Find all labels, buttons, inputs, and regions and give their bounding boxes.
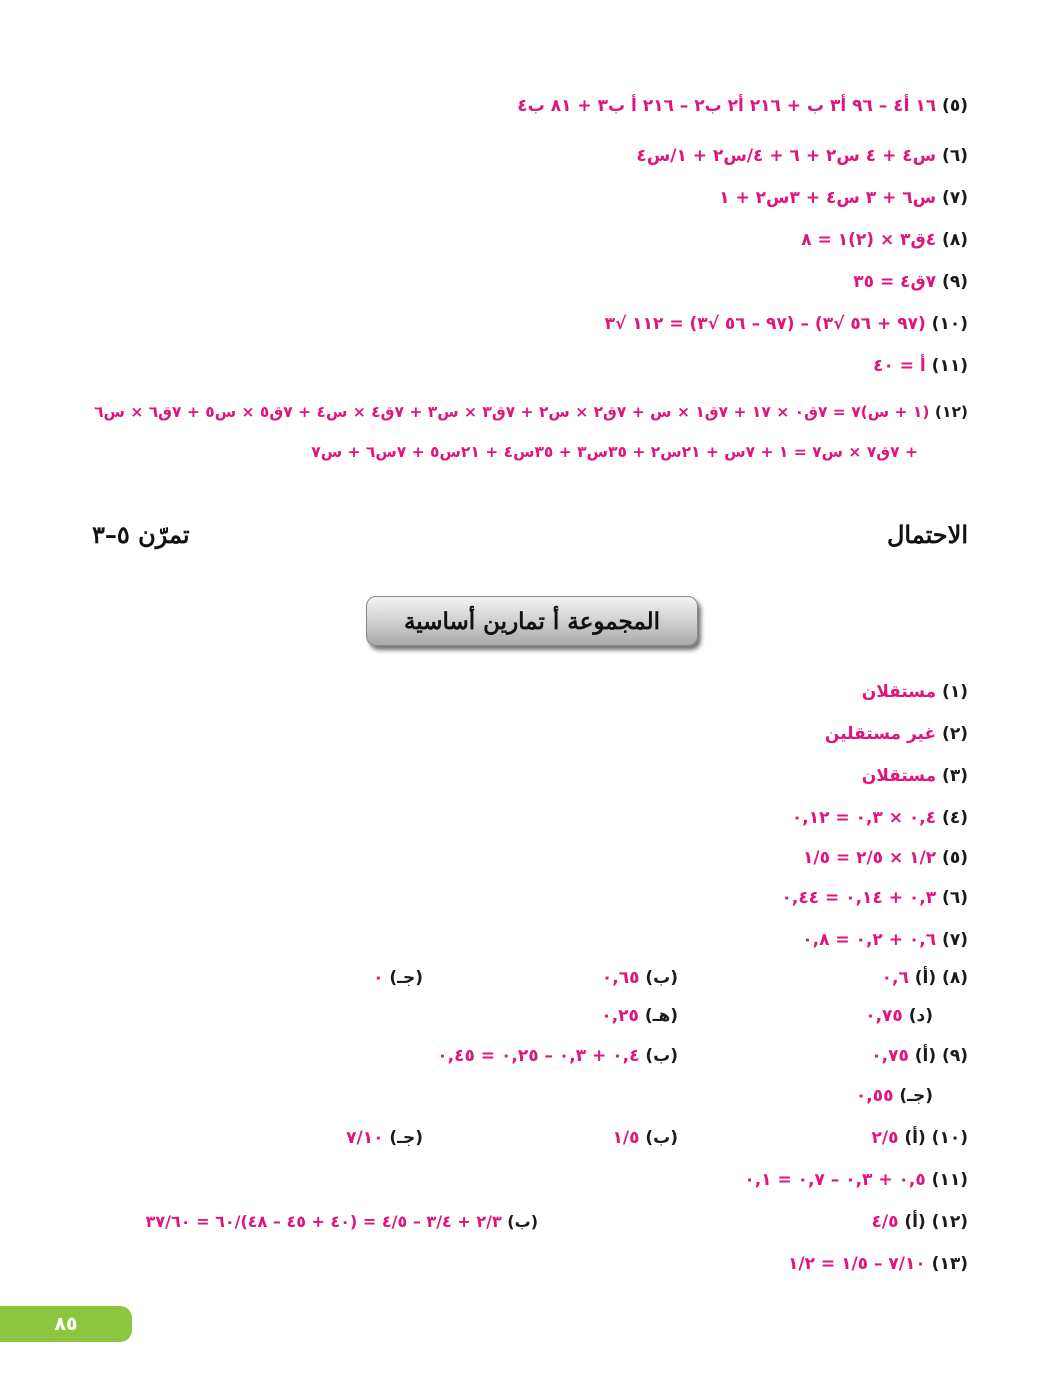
- page-number: [0, 1306, 132, 1342]
- item-number: (١٢): [934, 403, 968, 421]
- answer-text: ٧ق٤ = ٣٥: [853, 272, 937, 292]
- item-number: (٥): [942, 96, 968, 116]
- answer-6: [782, 886, 968, 910]
- answer-10a: [872, 1126, 969, 1150]
- item-number: (هـ): [644, 1006, 678, 1026]
- answer-text: ٧/١٠ – ١/٥ = ١/٢: [788, 1254, 926, 1274]
- answer-9-top: [853, 270, 968, 294]
- answer-text: ٠: [373, 968, 384, 988]
- answer-text: ٠,٦ + ٠,٢ = ٠,٨: [802, 930, 937, 950]
- answer-text: مستقلان: [861, 766, 937, 786]
- item-number: (ب): [645, 968, 678, 988]
- answer-text: ٤ق٣ × (٢)١ = ٨: [801, 230, 937, 250]
- answer-8e: [601, 1004, 678, 1028]
- answer-text: ٢/٥: [871, 1128, 899, 1148]
- answer-text: ٠,٧٥: [865, 1006, 903, 1026]
- answer-text: أ = ٤٠: [873, 356, 926, 376]
- item-number: (١٢) (أ): [904, 1212, 968, 1232]
- item-number: (٣): [942, 766, 968, 786]
- exercise-label: تمرّن ٥–٣: [92, 520, 190, 549]
- answer-5: [803, 846, 968, 870]
- answer-2: [825, 722, 968, 746]
- answer-9c: [856, 1084, 933, 1108]
- item-number: (٧): [942, 930, 968, 950]
- answer-5-top: [517, 94, 968, 118]
- answer-9a: [871, 1044, 968, 1068]
- item-number: (١١): [931, 356, 968, 376]
- answer-text: ٠,٧٥: [871, 1046, 909, 1066]
- item-number: (١٣): [931, 1254, 968, 1274]
- item-number: (٥): [942, 848, 968, 868]
- answer-text: ٠,٥ + ٠,٣ – ٠,٧ = ٠,١: [744, 1170, 926, 1190]
- answer-text: ٠,٣ + ٠,١٤ = ٠,٤٤: [781, 888, 937, 908]
- answer-text: مستقلان: [861, 682, 937, 702]
- item-number: (د): [908, 1006, 933, 1026]
- answer-9b: [437, 1044, 678, 1068]
- item-number: (٢): [942, 724, 968, 744]
- answer-8b: [602, 966, 678, 990]
- answer-12-continued: [311, 440, 918, 464]
- page-number-text: ٨٥: [54, 1313, 78, 1335]
- answer-10b: [612, 1126, 678, 1150]
- item-number: (١٠) (أ): [904, 1128, 968, 1148]
- item-number: (ب): [645, 1128, 678, 1148]
- answer-text: ٠,٦٥: [601, 968, 640, 988]
- answer-text: ١/٥: [612, 1128, 640, 1148]
- item-number: (٤): [942, 808, 968, 828]
- section-title: الاحتمال: [886, 520, 968, 549]
- answer-7-top: [719, 186, 968, 210]
- answer-text: ٤/٥: [871, 1212, 899, 1232]
- group-banner-text: المجموعة أ تمارين أساسية: [403, 607, 661, 635]
- answer-3: [862, 764, 968, 788]
- answer-text: ٠,٤ + ٠,٣ – ٠,٢٥ = ٠,٤٥: [437, 1046, 640, 1066]
- answer-12b: [146, 1210, 538, 1234]
- item-number: (٨) (أ): [914, 968, 968, 988]
- answer-8a: [882, 966, 968, 990]
- answer-text: ٠,٥٥: [855, 1086, 894, 1106]
- answer-13: [788, 1252, 968, 1276]
- answer-text: ٧/١٠: [346, 1128, 384, 1148]
- answer-text: ٠,٦: [881, 968, 909, 988]
- answer-text: (١ + س)٧ = ٧ق٠ × ١٧ + ٧ق١ × س + ٧ق٢ × س٢ + ٧ق٣ × س٣ + ٧ق٤ × س٤ + ٧ق٥ × س٥ + ٧ق٦ × س٦: [94, 403, 930, 421]
- answer-11: [744, 1168, 968, 1192]
- answer-text: (٩٧ + ٥٦ √٣) – (٩٧ – ٥٦ √٣) = ١١٢ √٣: [604, 314, 926, 334]
- item-number: (٨): [942, 230, 968, 250]
- group-banner: [366, 596, 698, 646]
- item-number: (٦): [942, 146, 968, 166]
- item-number: (جـ): [389, 968, 423, 988]
- answer-8-top: [801, 228, 968, 252]
- item-number: (٦): [942, 888, 968, 908]
- answer-8c: [373, 966, 423, 990]
- item-number: (٩): [942, 272, 968, 292]
- answer-8d: [865, 1004, 933, 1028]
- answer-text: س٤ + ٤ س٢ + ٦ + ٤/س٢ + ١/س٤: [636, 146, 937, 166]
- answer-text: س٦ + ٣ س٤ + ٣س٢ + ١: [719, 188, 937, 208]
- answer-12-top: [94, 400, 968, 424]
- answer-text: غير مستقلين: [824, 724, 937, 744]
- item-number: (١٠): [931, 314, 968, 334]
- answer-1: [862, 680, 968, 704]
- item-number: (١): [942, 682, 968, 702]
- answer-text: ٠,٢٥: [601, 1006, 639, 1026]
- answer-10-top: [605, 312, 968, 336]
- answer-6-top: [636, 144, 968, 168]
- answer-text: ١٦ أ٤ – ٩٦ أ٣ ب + ٢١٦ أ٢ ب٢ – ٢١٦ أ ب٣ + ٨١ ب٤: [517, 96, 937, 116]
- answer-12a: [872, 1210, 969, 1234]
- answer-7: [802, 928, 968, 952]
- item-number: (جـ): [899, 1086, 933, 1106]
- item-number: (ب): [507, 1212, 538, 1231]
- item-number: (١١): [931, 1170, 968, 1190]
- answer-4: [792, 806, 968, 830]
- answer-text: + ٧ق٧ × س٧ = ١ + ٧س + ٢١س٢ + ٣٥س٣ + ٣٥س٤ + ٢١س٥ + ٧س٦ + س٧: [311, 443, 918, 461]
- answer-text: ٠,٤ × ٠,٣ = ٠,١٢: [791, 808, 937, 828]
- answer-text: ١/٢ × ٢/٥ = ١/٥: [803, 848, 937, 868]
- item-number: (جـ): [389, 1128, 423, 1148]
- answer-11-top: [873, 354, 968, 378]
- item-number: (٧): [942, 188, 968, 208]
- item-number: (ب): [645, 1046, 678, 1066]
- item-number: (٩) (أ): [914, 1046, 968, 1066]
- answer-text: ٢/٣ + ٣/٤ – ٤/٥ = (٤٠ + ٤٥ – ٤٨)/٦٠ = ٣٧/٦٠: [145, 1212, 502, 1231]
- answer-10c: [346, 1126, 423, 1150]
